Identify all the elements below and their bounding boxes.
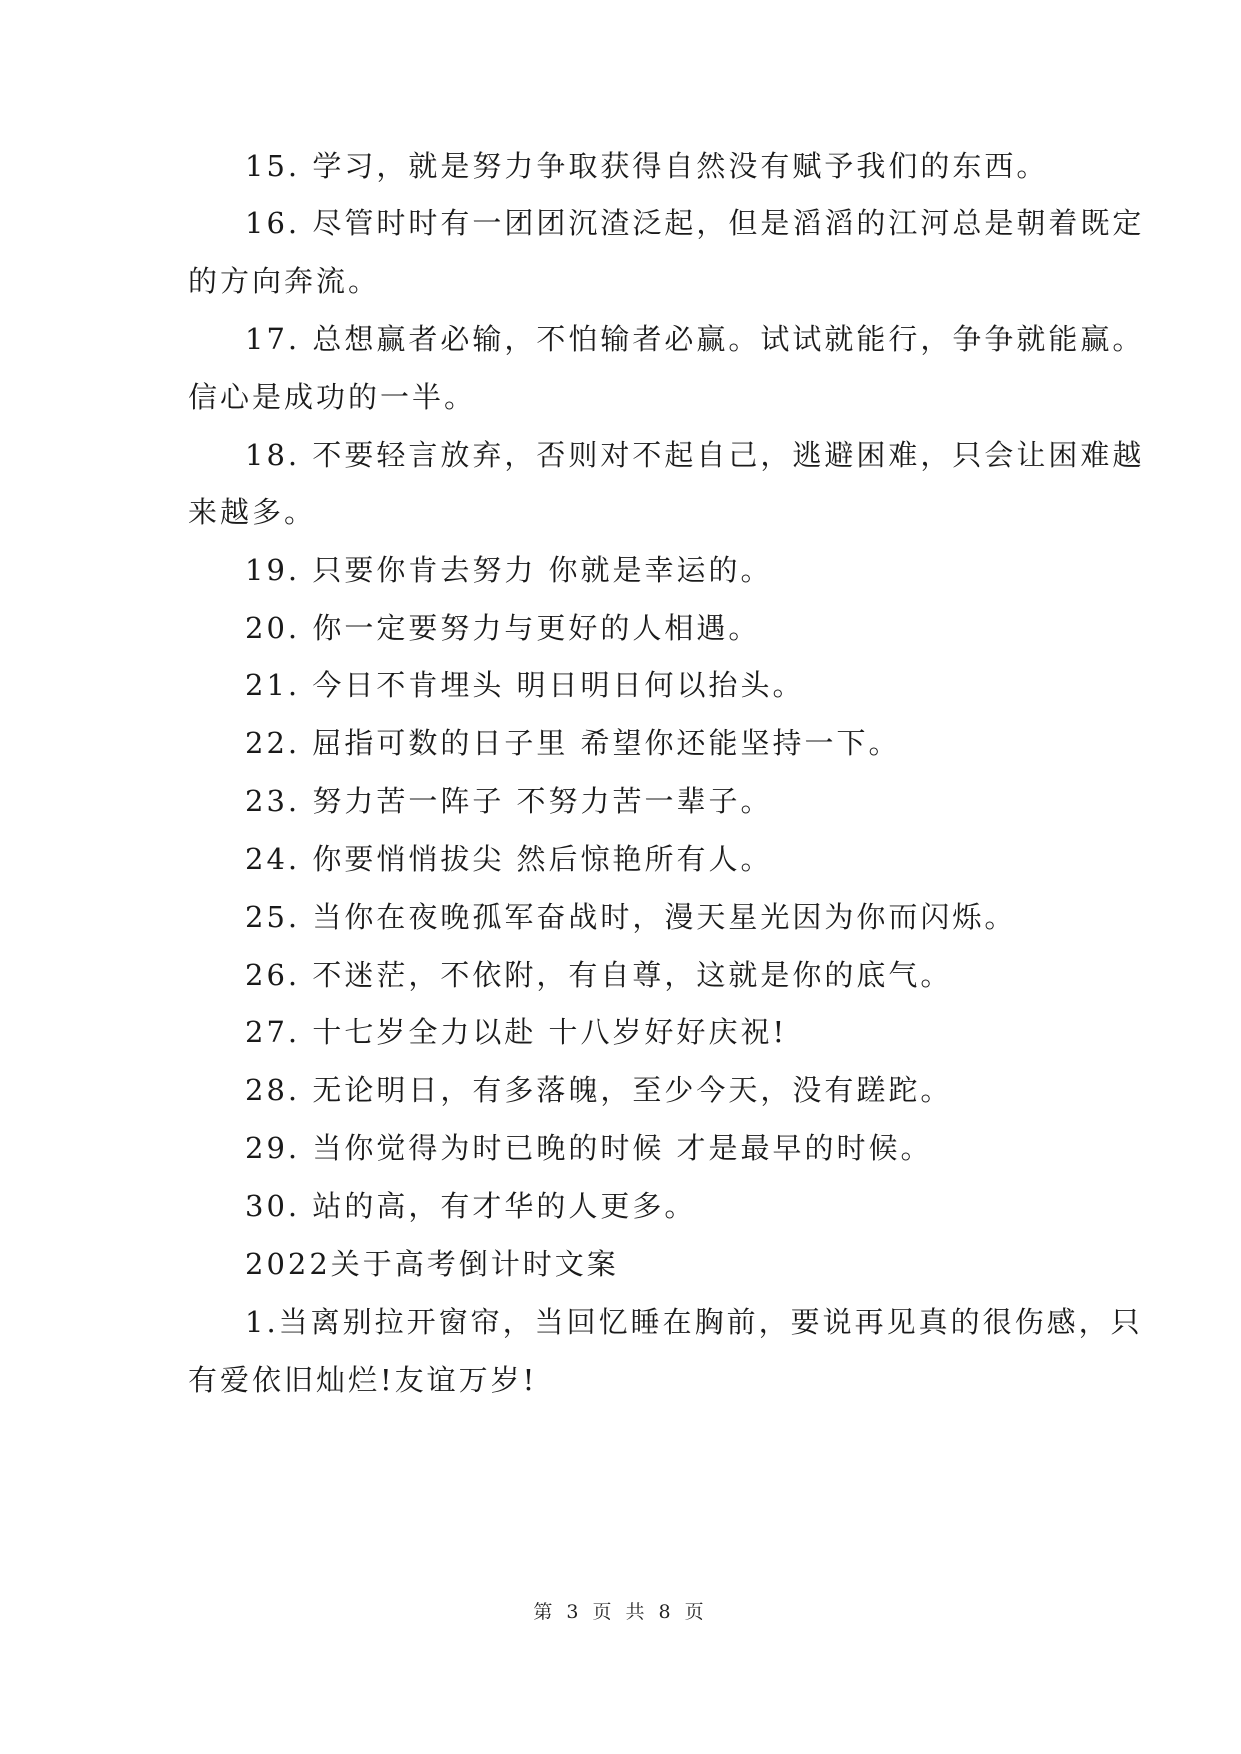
text-line: 30. 站的高，有才华的人更多。 [245,1189,697,1223]
text-line: 1.当离别拉开窗帘，当回忆睡在胸前，要说再见真的很伤感，只 [245,1305,1143,1339]
text-line: 29. 当你觉得为时已晚的时候 才是最早的时候。 [245,1131,933,1165]
text-line: 17. 总想赢者必输，不怕输者必赢。试试就能行，争争就能赢。 [245,322,1145,356]
text-line: 16. 尽管时时有一团团沉渣泛起，但是滔滔的江河总是朝着既定 [245,206,1145,240]
text-line: 15. 学习，就是努力争取获得自然没有赋予我们的东西。 [245,149,1049,183]
section-heading: 2022关于高考倒计时文案 [245,1247,619,1281]
text-line: 22. 屈指可数的日子里 希望你还能坚持一下。 [245,726,901,760]
text-line: 来越多。 [188,495,317,529]
text-line: 18. 不要轻言放弃，否则对不起自己，逃避困难，只会让困难越 [245,438,1145,472]
text-line: 24. 你要悄悄拔尖 然后惊艳所有人。 [245,842,773,876]
text-line: 19. 只要你肯去努力 你就是幸运的。 [245,553,773,587]
text-line: 有爱依旧灿烂!友谊万岁! [188,1363,538,1397]
text-line: 28. 无论明日，有多落魄，至少今天，没有蹉跎。 [245,1073,953,1107]
text-line: 20. 你一定要努力与更好的人相遇。 [245,611,761,645]
text-line: 的方向奔流。 [188,264,381,298]
text-line: 21. 今日不肯埋头 明日明日何以抬头。 [245,668,805,702]
page-number-footer: 第 3 页 共 8 页 [533,1601,708,1623]
text-line: 23. 努力苦一阵子 不努力苦一辈子。 [245,784,773,818]
text-line: 27. 十七岁全力以赴 十八岁好好庆祝! [245,1015,788,1049]
text-line: 信心是成功的一半。 [188,380,477,414]
text-line: 26. 不迷茫，不依附，有自尊，这就是你的底气。 [245,958,953,992]
text-line: 25. 当你在夜晚孤军奋战时，漫天星光因为你而闪烁。 [245,900,1017,934]
